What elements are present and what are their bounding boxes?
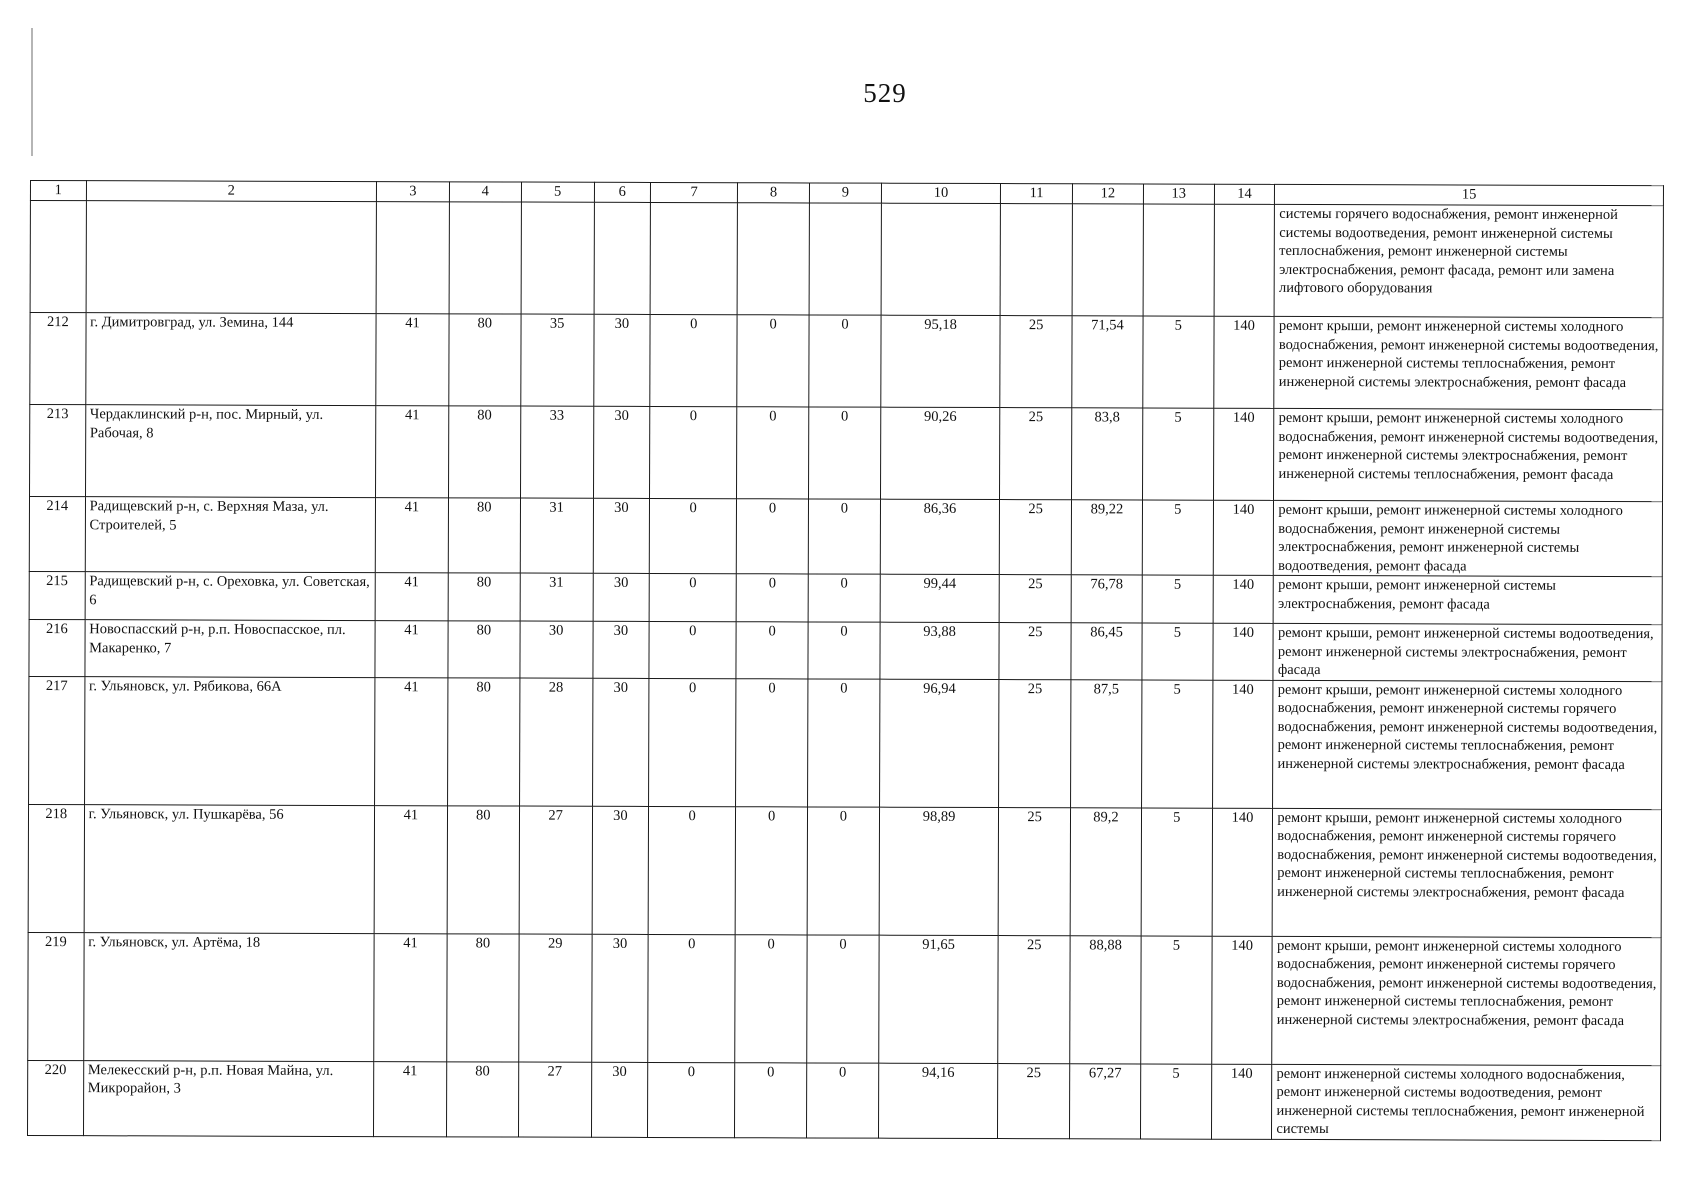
value-cell: 31 — [520, 573, 593, 621]
row-number-cell: 212 — [30, 313, 86, 405]
address-cell: г. Димитровград, ул. Земина, 144 — [85, 313, 376, 406]
column-number: 8 — [738, 183, 810, 203]
value-cell: 41 — [375, 621, 448, 678]
value-cell: 41 — [374, 805, 447, 933]
value-cell: 41 — [375, 498, 448, 573]
value-cell: 0 — [735, 934, 807, 1062]
value-cell: 27 — [518, 1062, 591, 1137]
value-cell: 5 — [1142, 575, 1213, 623]
table-row — [29, 497, 1662, 577]
value-cell: 5 — [1141, 935, 1212, 1063]
value-cell: 90,26 — [880, 407, 1000, 499]
table-row — [30, 405, 1663, 502]
value-cell: 140 — [1211, 936, 1272, 1064]
value-cell: 0 — [809, 407, 881, 499]
value-cell: 30 — [592, 678, 649, 806]
value-cell: 0 — [808, 574, 880, 622]
value-cell: 0 — [649, 573, 736, 621]
value-cell: 0 — [648, 1062, 735, 1137]
value-cell: 35 — [520, 314, 593, 406]
value-cell: 41 — [376, 314, 449, 406]
value-cell: 5 — [1142, 500, 1213, 575]
value-cell — [809, 203, 881, 315]
value-cell: 5 — [1140, 1063, 1211, 1138]
value-cell: 30 — [593, 573, 650, 621]
value-cell — [737, 203, 809, 315]
value-cell: 80 — [447, 677, 519, 805]
value-cell: 86,45 — [1071, 623, 1142, 680]
value-cell: 5 — [1142, 623, 1213, 680]
value-cell: 80 — [446, 1061, 518, 1136]
row-number-cell: 217 — [29, 676, 85, 804]
value-cell: 25 — [998, 1063, 1070, 1138]
row-number-cell: 219 — [28, 932, 84, 1060]
value-cell: 0 — [736, 678, 808, 806]
value-cell: 0 — [650, 314, 737, 406]
value-cell: 140 — [1213, 408, 1274, 500]
value-cell: 29 — [518, 934, 591, 1062]
value-cell: 31 — [520, 498, 593, 573]
value-cell: 5 — [1143, 316, 1214, 408]
address-cell: Новоспасский р-н, р.п. Новоспасское, пл. Макаренко, 7 — [85, 620, 376, 677]
value-cell — [1143, 204, 1214, 316]
value-cell — [881, 203, 1001, 315]
value-cell: 0 — [736, 574, 808, 622]
table-row — [30, 201, 1663, 318]
column-number: 1 — [30, 181, 86, 201]
column-number: 7 — [651, 182, 738, 202]
table-row — [28, 932, 1661, 1065]
value-cell: 95,18 — [881, 315, 1001, 407]
value-cell: 140 — [1213, 575, 1274, 623]
row-number-cell: 215 — [29, 571, 85, 619]
value-cell: 41 — [374, 1061, 447, 1136]
value-cell: 0 — [808, 678, 880, 806]
address-cell: Мелекесский р-н, р.п. Новая Майна, ул. Микрорайон, 3 — [83, 1060, 374, 1136]
value-cell: 0 — [649, 678, 736, 806]
column-number: 6 — [594, 182, 651, 202]
value-cell: 80 — [447, 805, 519, 933]
value-cell: 5 — [1142, 408, 1213, 500]
value-cell: 76,78 — [1071, 575, 1142, 623]
works-cell: ремонт крыши, ремонт инженерной системы электроснабжения, ремонт фасада — [1273, 575, 1662, 624]
value-cell: 0 — [736, 499, 808, 574]
table-row — [29, 571, 1662, 624]
table-row — [28, 804, 1661, 937]
value-cell: 25 — [1000, 408, 1072, 500]
address-cell: г. Ульяновск, ул. Рябикова, 66А — [84, 676, 375, 805]
value-cell: 27 — [519, 806, 592, 934]
value-cell: 89,22 — [1071, 500, 1142, 575]
value-cell: 140 — [1212, 680, 1273, 808]
value-cell: 30 — [593, 314, 650, 406]
value-cell: 25 — [999, 679, 1071, 807]
value-cell: 33 — [520, 406, 593, 498]
value-cell: 0 — [735, 806, 807, 934]
row-number-cell: 216 — [29, 619, 85, 676]
address-cell: Радищевский р-н, с. Верхняя Маза, ул. Строителей, 5 — [85, 497, 376, 573]
value-cell: 41 — [375, 573, 448, 621]
works-cell: системы горячего водоснабжения, ремонт инженерной системы водоотведения, ремонт инженерной системы теплоснабжения, ремонт инженерной системы электроснабжения, ремонт фасада, ремонт или замена лифтового оборудования — [1274, 204, 1663, 317]
value-cell: 0 — [807, 806, 879, 934]
value-cell: 28 — [519, 678, 592, 806]
value-cell — [521, 202, 594, 314]
value-cell: 96,94 — [879, 679, 999, 807]
value-cell: 30 — [592, 806, 649, 934]
column-number: 4 — [449, 182, 521, 202]
value-cell — [594, 202, 651, 314]
value-cell: 87,5 — [1071, 679, 1142, 807]
column-number: 2 — [86, 181, 376, 202]
value-cell: 41 — [375, 677, 448, 805]
works-cell: ремонт крыши, ремонт инженерной системы холодного водоснабжения, ремонт инженерной системы электроснабжения, ремонт инженерной системы водоотведения, ремонт фасада — [1274, 500, 1663, 576]
value-cell: 41 — [376, 406, 449, 498]
works-cell: ремонт крыши, ремонт инженерной системы холодного водоснабжения, ремонт инженерной системы горячего водоснабжения, ремонт инженерной системы водоотведения, ремонт инженерной системы теплоснабжения, ремонт инженерной системы электроснабжения, ремонт фасада — [1272, 936, 1661, 1065]
page-number: 529 — [863, 78, 907, 108]
value-cell: 0 — [648, 806, 735, 934]
value-cell: 25 — [1000, 316, 1072, 408]
value-cell: 80 — [448, 573, 520, 621]
address-cell: г. Ульяновск, ул. Пушкарёва, 56 — [84, 804, 375, 933]
value-cell: 67,27 — [1070, 1063, 1141, 1138]
value-cell: 0 — [649, 621, 736, 678]
row-number-cell: 213 — [30, 405, 86, 497]
value-cell — [1000, 204, 1072, 316]
value-cell: 25 — [998, 807, 1070, 935]
value-cell: 30 — [593, 406, 650, 498]
value-cell: 140 — [1211, 1064, 1272, 1139]
value-cell: 0 — [807, 934, 879, 1062]
value-cell: 86,36 — [880, 499, 1000, 574]
column-number: 12 — [1072, 184, 1143, 204]
works-cell: ремонт крыши, ремонт инженерной системы холодного водоснабжения, ремонт инженерной системы водоотведения, ремонт инженерной системы теплоснабжения, ремонт инженерной системы электроснабжения, ремонт фасада — [1274, 316, 1663, 409]
row-number-cell — [30, 201, 86, 313]
value-cell: 0 — [808, 622, 880, 679]
value-cell: 0 — [737, 407, 809, 499]
value-cell: 89,2 — [1070, 807, 1141, 935]
value-cell: 0 — [809, 315, 881, 407]
value-cell: 140 — [1213, 316, 1274, 408]
value-cell: 0 — [737, 315, 809, 407]
value-cell: 5 — [1141, 807, 1212, 935]
table-sheet — [27, 180, 1664, 1141]
value-cell: 88,88 — [1070, 935, 1141, 1063]
value-cell: 41 — [374, 933, 447, 1061]
value-cell: 30 — [520, 621, 593, 678]
column-number: 14 — [1214, 184, 1275, 204]
value-cell: 30 — [593, 498, 650, 573]
repair-schedule-table — [27, 180, 1664, 1141]
works-cell: ремонт крыши, ремонт инженерной системы холодного водоснабжения, ремонт инженерной системы горячего водоснабжения, ремонт инженерной системы водоотведения, ремонт инженерной системы теплоснабжения, ремонт инженерной системы электроснабжения, ремонт фасада — [1273, 808, 1662, 937]
value-cell: 80 — [448, 498, 520, 573]
value-cell: 80 — [448, 621, 520, 678]
value-cell: 0 — [650, 406, 737, 498]
table-row — [29, 676, 1662, 809]
address-cell: г. Ульяновск, ул. Артёма, 18 — [83, 932, 374, 1061]
value-cell: 80 — [449, 314, 521, 406]
value-cell: 0 — [808, 499, 880, 574]
column-number: 13 — [1143, 184, 1214, 204]
row-number-cell: 214 — [29, 497, 85, 572]
column-number: 11 — [1001, 184, 1073, 204]
column-number: 15 — [1275, 184, 1664, 205]
value-cell: 30 — [591, 934, 648, 1062]
column-number: 10 — [881, 183, 1000, 203]
table-row — [30, 313, 1663, 410]
table-row — [27, 1060, 1660, 1140]
address-cell: Радищевский р-н, с. Ореховка, ул. Советская, 6 — [85, 572, 376, 621]
works-cell: ремонт крыши, ремонт инженерной системы холодного водоснабжения, ремонт инженерной системы водоотведения, ремонт инженерной системы электроснабжения, ремонт инженерной системы теплоснабжения, ремонт фасада — [1274, 408, 1663, 501]
value-cell: 93,88 — [880, 622, 1000, 679]
row-number-cell: 220 — [27, 1060, 83, 1135]
value-cell: 0 — [735, 1062, 807, 1137]
value-cell: 0 — [736, 622, 808, 679]
value-cell: 30 — [592, 621, 649, 678]
value-cell: 140 — [1213, 623, 1274, 680]
works-cell: ремонт инженерной системы холодного водоснабжения, ремонт инженерной системы водоотведения, ремонт инженерной системы теплоснабжения, ремонт инженерной системы — [1272, 1064, 1661, 1140]
value-cell: 94,16 — [878, 1063, 998, 1138]
value-cell: 0 — [648, 934, 735, 1062]
value-cell: 98,89 — [879, 807, 999, 935]
column-number: 3 — [376, 182, 449, 202]
value-cell: 0 — [807, 1062, 879, 1137]
value-cell — [1072, 204, 1143, 316]
address-cell — [86, 201, 377, 314]
value-cell: 80 — [448, 406, 520, 498]
works-cell: ремонт крыши, ремонт инженерной системы водоотведения, ремонт инженерной системы электроснабжения, ремонт фасада — [1273, 623, 1662, 681]
works-cell: ремонт крыши, ремонт инженерной системы холодного водоснабжения, ремонт инженерной системы горячего водоснабжения, ремонт инженерной системы водоотведения, ремонт инженерной системы теплоснабжения, ремонт инженерной системы электроснабжения, ремонт фасада — [1273, 680, 1662, 809]
value-cell: 99,44 — [880, 574, 1000, 622]
value-cell: 25 — [999, 575, 1071, 623]
value-cell: 140 — [1213, 500, 1274, 575]
value-cell: 91,65 — [879, 935, 999, 1063]
column-number: 9 — [809, 183, 881, 203]
value-cell: 140 — [1212, 808, 1273, 936]
value-cell: 0 — [649, 498, 736, 573]
value-cell — [449, 202, 521, 314]
value-cell: 25 — [999, 623, 1071, 680]
table-row — [29, 619, 1662, 681]
address-cell: Чердаклинский р-н, пос. Мирный, ул. Рабочая, 8 — [85, 405, 376, 498]
value-cell: 5 — [1141, 679, 1212, 807]
column-number: 5 — [521, 182, 594, 202]
value-cell: 25 — [998, 935, 1070, 1063]
row-number-cell: 218 — [28, 804, 84, 932]
table-body — [27, 181, 1663, 1141]
value-cell: 83,8 — [1072, 408, 1143, 500]
value-cell — [376, 202, 449, 314]
value-cell — [1214, 204, 1275, 316]
value-cell: 71,54 — [1072, 316, 1143, 408]
value-cell: 30 — [591, 1062, 648, 1137]
value-cell — [650, 202, 737, 314]
value-cell: 25 — [999, 500, 1071, 575]
value-cell: 80 — [447, 933, 519, 1061]
